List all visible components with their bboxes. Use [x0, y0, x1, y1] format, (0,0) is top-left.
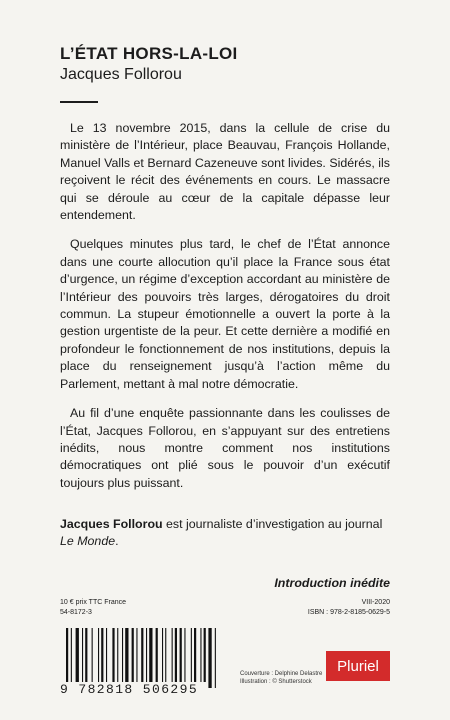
- barcode-bar: [146, 628, 147, 682]
- barcode-bar: [71, 628, 72, 688]
- barcode-bar: [82, 628, 83, 682]
- product-code: 54-8172-3: [60, 609, 92, 616]
- barcode-bar: [125, 628, 128, 682]
- barcode-bar: [184, 628, 185, 682]
- barcode-digits: 9 782818 506295: [60, 682, 199, 697]
- barcode-bar: [117, 628, 118, 682]
- barcode-bar: [112, 628, 114, 682]
- barcode-bar: [162, 628, 163, 682]
- barcode-bar: [106, 628, 107, 682]
- intro-label: Introduction inédite: [274, 576, 390, 590]
- barcode-bar: [66, 628, 68, 688]
- barcode-bar: [149, 628, 152, 682]
- barcode-bar: [76, 628, 79, 682]
- price-isbn-block: [60, 598, 390, 626]
- print-date: VIII-2020: [361, 599, 390, 606]
- book-title: L’ÉTAT HORS-LA-LOI: [60, 44, 238, 63]
- barcode-bar: [191, 628, 192, 682]
- blurb-paragraph-2: Quelques minutes plus tard, le chef de l’État annonce dans une courte allocution qu’il place la France sous état d’urgence, un régime d’exception accordant au ministère de l’Intérieur des pouvoirs très larges, dérogatoires du droit commun. La stupeur émotionnelle a ouvert la porte à la gestion urgentiste de la peur. Et cette dernière a modifié en profondeur le fonctionnement de nos institutions, depuis la place du renseignement jusqu’à l’action même du Parlement, mettant à mal notre démocratie.: [60, 237, 390, 391]
- author-bio: [60, 516, 390, 551]
- barcode-bars: [58, 628, 228, 688]
- blurb: [60, 120, 390, 504]
- barcode-bar: [215, 628, 216, 688]
- barcode-bar: [172, 628, 173, 682]
- bio-author-name: Jacques Follorou: [60, 517, 163, 531]
- title-divider: [60, 101, 98, 103]
- book-author: Jacques Follorou: [60, 66, 182, 83]
- isbn-text: ISBN : 978-2-8185-0629-5: [307, 609, 390, 616]
- barcode-bar: [101, 628, 103, 682]
- barcode-bar: [194, 628, 196, 682]
- barcode-bar: [92, 628, 93, 682]
- bio-end: .: [115, 534, 119, 549]
- bio-newspaper: Le Monde: [60, 534, 116, 549]
- barcode-bar: [132, 628, 134, 682]
- publisher-logo: Pluriel: [326, 651, 390, 681]
- barcode-bar: [204, 628, 206, 682]
- barcode-bar: [156, 628, 158, 682]
- barcode-bar: [200, 628, 201, 682]
- blurb-paragraph-1: Le 13 novembre 2015, dans la cellule de crise du ministère de l’Intérieur, place Beauvau, François Hollande, Manuel Valls et Bernard Cazeneuve sont livides. Sidérés, ils reçoivent le récit des événements en cours. Le massacre qui se déroule au cœur de la capitale dépasse leur entendement.: [60, 121, 390, 223]
- credit-illustration: Illustration : © Shutterstock: [240, 679, 312, 685]
- barcode-bar: [208, 628, 211, 688]
- barcode-bar: [180, 628, 182, 682]
- barcode-bar: [175, 628, 177, 682]
- cover-credits: [240, 670, 322, 686]
- barcode-bar: [98, 628, 99, 682]
- credit-cover: Couverture : Delphine Delastre: [240, 671, 323, 677]
- barcode-bar: [141, 628, 143, 682]
- blurb-paragraph-3: Au fil d’une enquête passionnante dans les coulisses de l’État, Jacques Follorou, en s’appuyant sur des entretiens inédits, nous montre comment nos institutions démocratiques ont plié sous le pouvoir d’un exécutif toujours plus puissant.: [60, 406, 390, 490]
- barcode-bar: [122, 628, 123, 682]
- barcode-bar: [85, 628, 87, 682]
- bio-text: est journaliste d’investigation au journal: [162, 517, 383, 531]
- price-text: 10 € prix TTC France: [60, 599, 127, 606]
- barcode-bar: [165, 628, 166, 682]
- barcode-bar: [136, 628, 137, 682]
